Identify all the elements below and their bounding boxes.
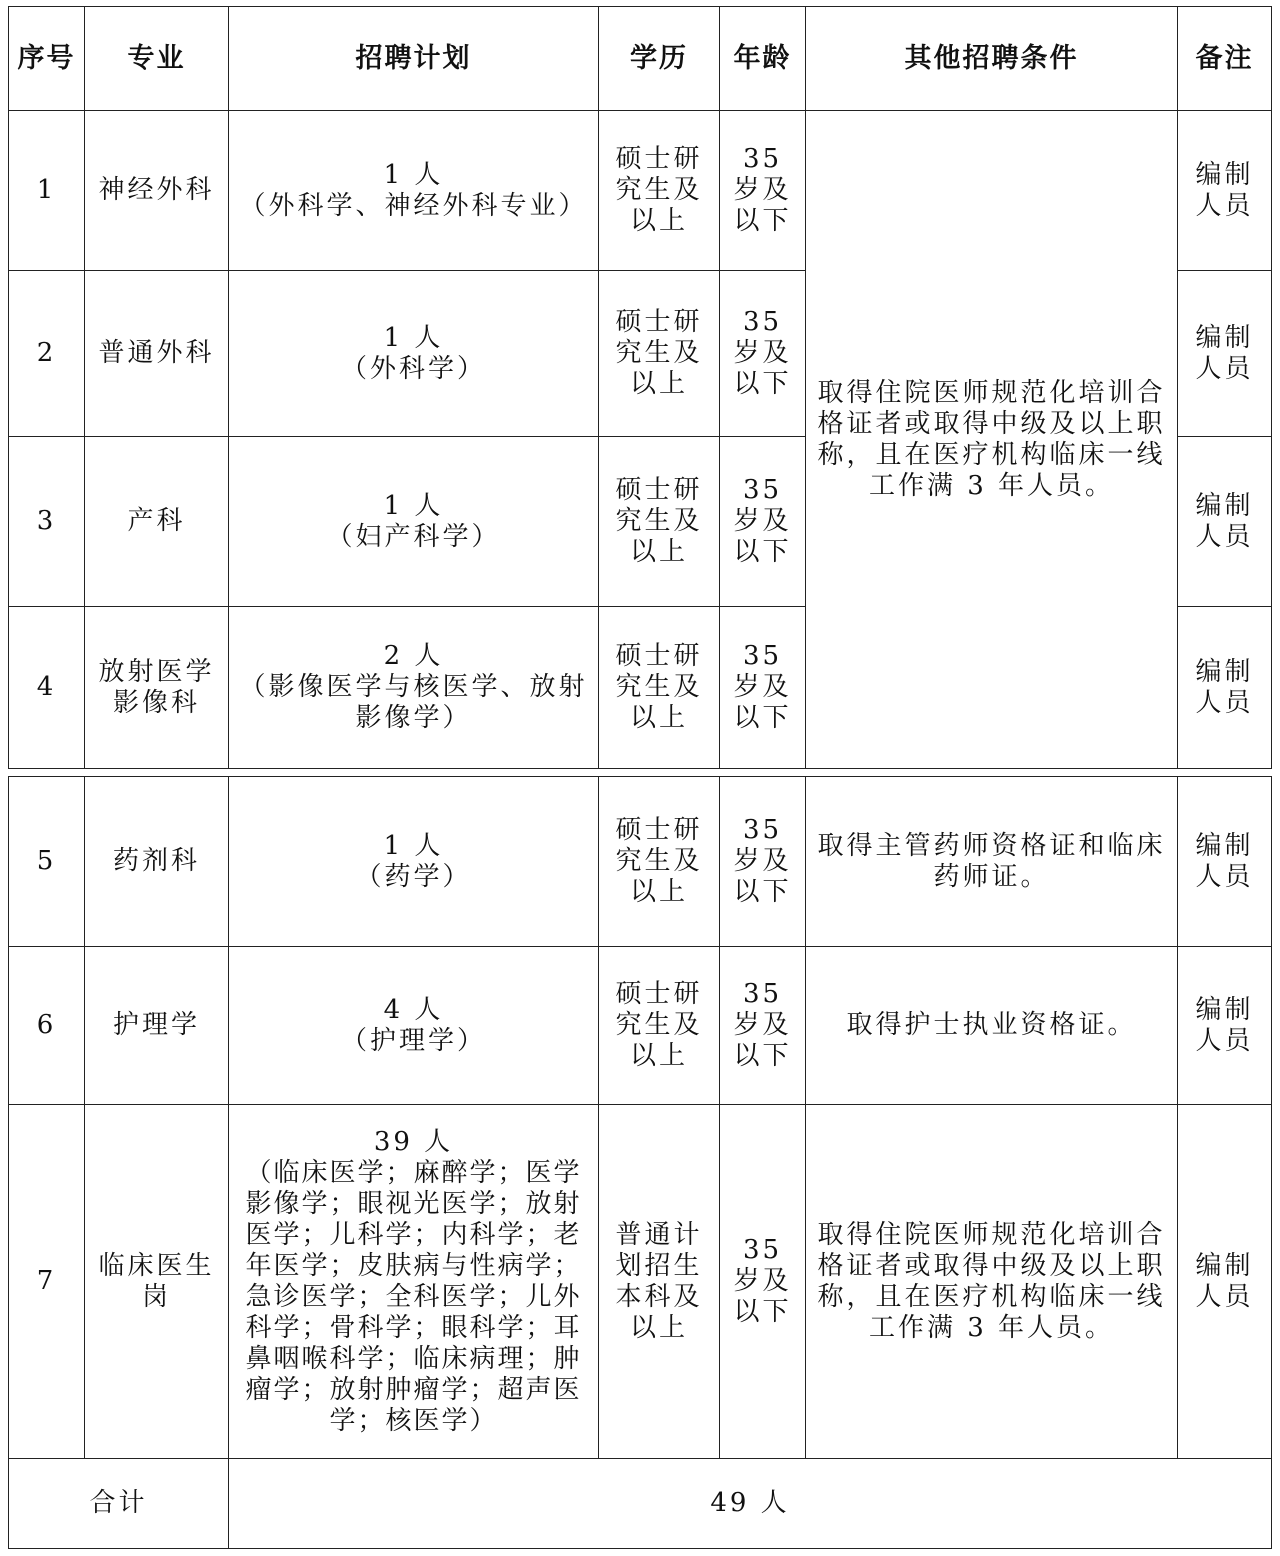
header-education: 学历 — [599, 7, 720, 111]
plan-detail: （妇产科学） — [326, 521, 501, 552]
row-education: 硕士研究生及以上 — [599, 437, 720, 607]
table-row — [9, 777, 1272, 947]
row-education: 硕士研究生及以上 — [599, 607, 720, 769]
recruitment-table-part-1 — [8, 6, 1272, 769]
row-plan — [229, 271, 599, 437]
header-note: 备注 — [1178, 7, 1272, 111]
row-major: 神经外科 — [85, 111, 229, 271]
plan-count: 39 人 — [373, 1126, 454, 1157]
row-education: 硕士研究生及以上 — [599, 947, 720, 1105]
header-major: 专业 — [85, 7, 229, 111]
row-age: 35 岁及以下 — [720, 271, 806, 437]
row-age: 35 岁及以下 — [720, 437, 806, 607]
row-age: 35 岁及以下 — [720, 111, 806, 271]
plan-detail: （外科学） — [340, 353, 486, 384]
row-major: 放射医学影像科 — [85, 607, 229, 769]
total-label: 合计 — [9, 1459, 229, 1549]
table-row — [9, 1105, 1272, 1459]
plan-count: 1 人 — [383, 490, 444, 521]
plan-detail: （外科学、神经外科专业） — [239, 190, 588, 221]
row-conditions: 取得主管药师资格证和临床药师证。 — [806, 777, 1178, 947]
header-age: 年龄 — [720, 7, 806, 111]
row-plan — [229, 437, 599, 607]
row-plan — [229, 607, 599, 769]
plan-count: 1 人 — [383, 322, 444, 353]
row-conditions-shared: 取得住院医师规范化培训合格证者或取得中级及以上职称，且在医疗机构临床一线工作满 3 年人员。 — [806, 111, 1178, 769]
row-age: 35 岁及以下 — [720, 607, 806, 769]
row-seq: 7 — [9, 1105, 85, 1459]
row-note: 编制人员 — [1178, 947, 1272, 1105]
plan-count: 1 人 — [383, 159, 444, 190]
row-major: 药剂科 — [85, 777, 229, 947]
row-conditions: 取得住院医师规范化培训合格证者或取得中级及以上职称，且在医疗机构临床一线工作满 3 年人员。 — [806, 1105, 1178, 1459]
table-row — [9, 111, 1272, 271]
row-plan — [229, 777, 599, 947]
row-major: 临床医生岗 — [85, 1105, 229, 1459]
total-value: 49 人 — [229, 1459, 1272, 1549]
row-education: 硕士研究生及以上 — [599, 271, 720, 437]
row-major: 产科 — [85, 437, 229, 607]
plan-detail: （临床医学；麻醉学；医学影像学；眼视光医学；放射医学；儿科学；内科学；老年医学；皮肤病与性病学；急诊医学；全科医学；儿外科学；骨科学；眼科学；耳鼻咽喉科学；临床病理；肿瘤学；放射肿瘤学；超声医学；核医学） — [245, 1157, 582, 1436]
row-education: 硕士研究生及以上 — [599, 111, 720, 271]
row-age: 35 岁及以下 — [720, 1105, 806, 1459]
plan-detail: （药学） — [355, 861, 472, 892]
header-row — [9, 7, 1272, 111]
row-note: 编制人员 — [1178, 271, 1272, 437]
row-seq: 4 — [9, 607, 85, 769]
row-seq: 5 — [9, 777, 85, 947]
row-seq: 6 — [9, 947, 85, 1105]
row-note: 编制人员 — [1178, 607, 1272, 769]
row-note: 编制人员 — [1178, 1105, 1272, 1459]
row-note: 编制人员 — [1178, 437, 1272, 607]
header-conditions: 其他招聘条件 — [806, 7, 1178, 111]
row-seq: 2 — [9, 271, 85, 437]
header-plan: 招聘计划 — [229, 7, 599, 111]
plan-count: 1 人 — [383, 830, 444, 861]
row-plan — [229, 111, 599, 271]
row-note: 编制人员 — [1178, 777, 1272, 947]
row-age: 35 岁及以下 — [720, 947, 806, 1105]
plan-detail: （护理学） — [340, 1025, 486, 1056]
row-conditions: 取得护士执业资格证。 — [806, 947, 1178, 1105]
plan-detail: （影像医学与核医学、放射影像学） — [239, 672, 588, 733]
row-education: 普通计划招生本科及以上 — [599, 1105, 720, 1459]
total-row — [9, 1459, 1272, 1549]
table-row — [9, 947, 1272, 1105]
row-plan — [229, 1105, 599, 1459]
header-seq: 序号 — [9, 7, 85, 111]
plan-count: 2 人 — [383, 641, 444, 671]
row-education: 硕士研究生及以上 — [599, 777, 720, 947]
recruitment-table-part-2 — [8, 776, 1272, 1549]
plan-count: 4 人 — [383, 994, 444, 1025]
row-major: 护理学 — [85, 947, 229, 1105]
row-seq: 3 — [9, 437, 85, 607]
row-age: 35 岁及以下 — [720, 777, 806, 947]
row-note: 编制人员 — [1178, 111, 1272, 271]
row-seq: 1 — [9, 111, 85, 271]
row-major: 普通外科 — [85, 271, 229, 437]
row-plan — [229, 947, 599, 1105]
